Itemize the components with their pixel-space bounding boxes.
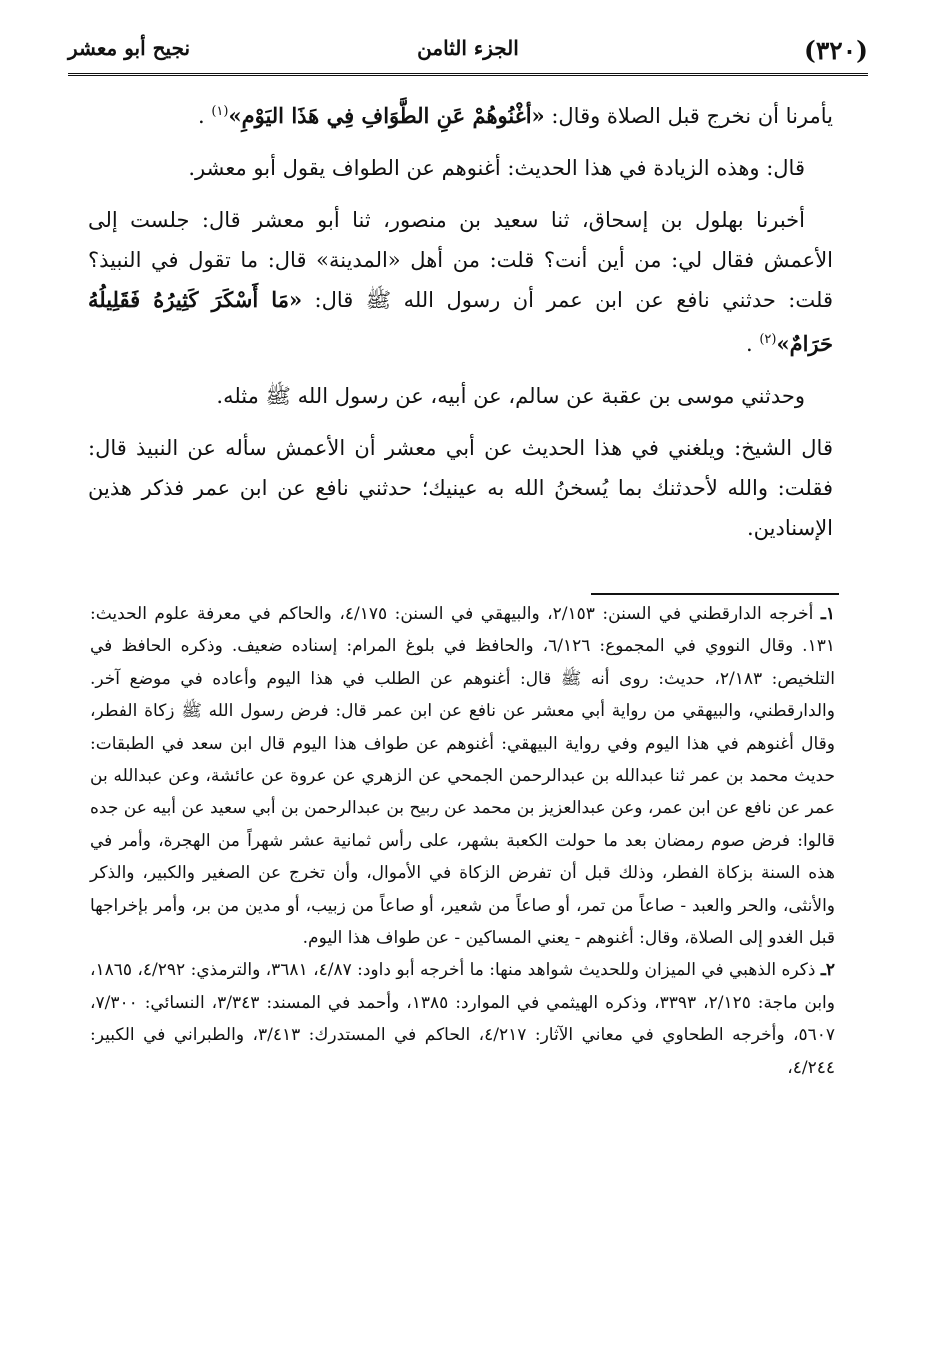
main-text xyxy=(88,92,833,560)
footnote-reference: (١) xyxy=(211,104,229,119)
paragraph-tail: . xyxy=(745,332,760,356)
paragraph-3 xyxy=(88,200,833,364)
running-head-author: نجيح أبو معشر xyxy=(68,36,191,60)
footnote-text: أخرجه الدارقطني في السنن: ٢/١٥٣، والبيهقي في السنن: ٤/١٧٥، والحاكم في معرفة علوم الحديث: ١٣١. وقال النووي في المجموع: ٦/١٢٦، والحافظ في بلوغ المرام: إسناده ضعيف. وذكره الحافظ في التلخيص: ٢/١٨٣، حديث: روى أنه ﷺ قال: أغنوهم عن الطلب في هذا اليوم وأعاده في موضع آخر. والدارقطني، والبيهقي من رواية أبي معشر عن نافع عن ابن عمر قال: فرض رسول الله ﷺ زكاة الفطر، وقال أغنوهم في هذا اليوم وفي رواية البيهقي: أغنوهم عن طواف هذا اليوم قال ابن سعد في الطبقات: حديث محمد بن عمر ثنا عبدالله بن عبدالرحمن الجمحي عن الزهري عن عروة عن عائشة، وعن عبدالله بن عمر عن نافع عن ابن عمر، وعن عبدالعزيز بن محمد عن ربيح بن عبدالرحمن بن أبي سعيد عن أبيه عن جده قالوا: فرض صوم رمضان بعد ما حولت الكعبة بشهر، على رأس ثمانية عشر شهراً من الهجرة، وأمر في هذه السنة بزكاة الفطر، وذلك قبل أن تفرض الزكاة في الأموال، وأن تخرج عن الصغير والكبير، والذكر والأنثى، والحر والعبد - صاعاً من تمر، أو صاعاً من شعير، أو صاعاً من زبيب، أو مدين من بر، وأمر بإخراجها قبل الغدو إلى الصلاة، وقال: أغنوهم - يعني المساكين - عن طواف هذا اليوم. xyxy=(90,604,835,949)
hadith-quote: «أغْنُوهُمْ عَنِ الطَّوَافِ فِي هَذَا اليَوْمِ» xyxy=(228,103,545,128)
paragraph-1 xyxy=(88,92,833,136)
paragraph-4: وحدثني موسى بن عقبة عن سالم، عن أبيه، عن رسول الله ﷺ مثله. xyxy=(216,384,805,408)
paragraph-2: قال: وهذه الزيادة في هذا الحديث: أغنوهم عن الطواف يقول أبو معشر. xyxy=(188,156,805,180)
paragraph-tail: . xyxy=(197,104,212,128)
footnote-number: ١ـ xyxy=(820,604,836,624)
footnote-text: ذكره الذهبي في الميزان وللحديث شواهد منها: ما أخرجه أبو داود: ٤/٨٧، ٣٦٨١، والترمذي: ٤/٢٩٢، ١٨٦٥، وابن ماجة: ٢/١٢٥، ٣٣٩٣، وذكره الهيثمي في الموارد: ١٣٨٥، وأحمد في المسند: ٣/٣٤٣، النسائي: ٧/٣٠٠، ٥٦٠٧، وأخرجه الطحاوي في معاني الآثار: ٤/٢١٧، الحاكم في المستدرك: ٣/٤١٣، والطبراني في الكبير: ٤/٢٤٤، xyxy=(90,960,836,1078)
header-divider xyxy=(68,73,868,76)
volume-title: الجزء الثامن xyxy=(417,36,519,60)
footnote-2 xyxy=(90,954,835,1084)
footnote-reference: (٢) xyxy=(759,332,777,347)
paragraph-5: قال الشيخ: ويلغني في هذا الحديث عن أبي معشر أن الأعمش سأله عن النبيذ قال: فقلت: والله لأحدثنك بما يُسخنُ الله به عينيك؛ حدثني نافع عن ابن عمر فذكر هذين الإسنادين. xyxy=(88,436,833,540)
footnotes-section xyxy=(90,598,835,1084)
footnote-number: ٢ـ xyxy=(820,960,835,981)
paragraph-text: يأمرنا أن نخرج قبل الصلاة وقال: xyxy=(544,104,833,128)
footnote-separator xyxy=(591,593,839,595)
paragraph-text: أخبرنا بهلول بن إسحاق، ثنا سعيد بن منصور، ثنا أبو معشر قال: جلست إلى الأعمش فقال لي: من أين أنت؟ قلت: من أهل «المدينة» قال: ما تقول في النبيذ؟ قلت: حدثني نافع عن ابن عمر أن رسول الله ﷺ قال: xyxy=(88,208,833,312)
page-header xyxy=(68,30,868,76)
page-number: (٣٢٠) xyxy=(804,36,868,65)
hadith-quote: «مَا أَسْكَرَ كَثِيرُهُ فَقَلِيلُهُ حَرَامٌ» xyxy=(88,287,833,356)
footnote-1 xyxy=(90,598,835,954)
